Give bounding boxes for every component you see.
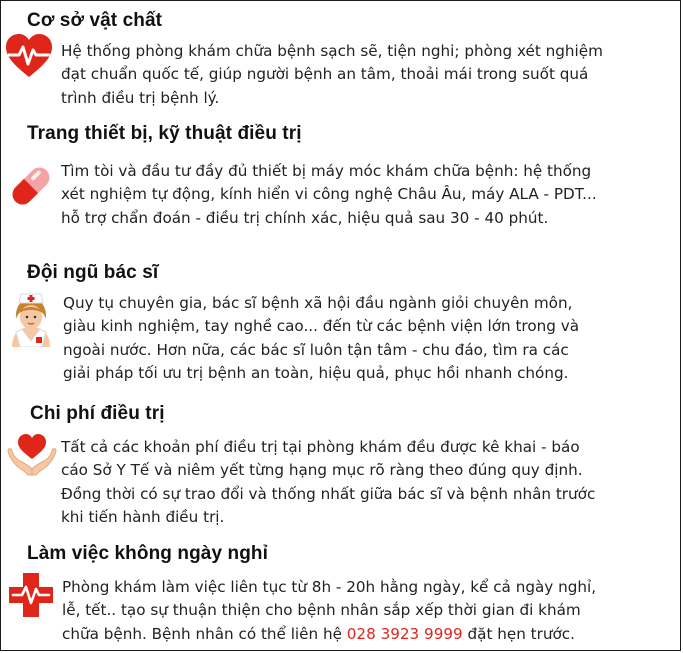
text-line: ngoài nước. Hơn nữa, các bác sĩ luôn tận tâm - chu đáo, tìm ra các (63, 340, 569, 359)
text-line: Tất cả các khoản phí điều trị tại phòng khám đều được kê khai - báo (61, 438, 580, 456)
text-line: Tìm tòi và đầu tư đầy đủ thiết bị máy móc khám chữa bệnh: hệ thống (61, 162, 592, 180)
text-line: khi tiến hành điều trị. (61, 507, 225, 526)
text-line: giàu kinh nghiệm, tay nghề cao... đến từ các bệnh viện lớn trong và (63, 317, 580, 336)
nurse-icon (6, 291, 56, 347)
text-line: Phòng khám làm việc liên tục từ 8h - 20h hằng ngày, kể cả ngày nghỉ, (62, 578, 597, 596)
text-line: Quy tụ chuyên gia, bác sĩ bệnh xã hội đầu ngành giỏi chuyên môn, (63, 294, 573, 312)
text-line: cáo Sở Y Tế và niêm yết từng hạng mục rõ ràng theo đúng quy định. (61, 461, 583, 480)
section-title-working-hours: Làm việc không ngày nghỉ (27, 543, 268, 564)
medical-cross-icon (7, 571, 55, 619)
text-line: đạt chuẩn quốc tế, giúp người bệnh an tâm, thoải mái trong suốt quá (61, 65, 589, 84)
heart-pulse-icon (4, 33, 54, 79)
text-line-with-phone (62, 623, 596, 646)
pill-capsule-icon (8, 163, 54, 209)
phone-number-link[interactable]: 028 3923 9999 (346, 624, 463, 643)
section-title-facilities: Cơ sở vật chất (27, 10, 163, 31)
text-segment: chữa bệnh. Bệnh nhân có thể liên hệ (62, 624, 347, 643)
section-body-equipment (61, 160, 597, 230)
text-line: Đồng thời có sự trao đổi và thống nhất giữa bác sĩ và bệnh nhân trước (61, 484, 596, 503)
section-body-doctors (63, 292, 579, 385)
text-line: trình điều trị bệnh lý. (61, 88, 220, 107)
section-body-facilities (61, 40, 603, 110)
heart-hands-icon (6, 433, 58, 477)
section-body-working-hours (62, 576, 596, 646)
section-title-doctors: Đội ngũ bác sĩ (27, 262, 159, 283)
text-line: hỗ trợ chẩn đoán - điều trị chính xác, hiệu quả sau 30 - 40 phút. (61, 208, 549, 227)
text-line: giải pháp tối ưu trị bệnh an toàn, hiệu quả, phục hồi nhanh chóng. (63, 363, 569, 382)
section-body-costs (61, 436, 595, 529)
text-line: Hệ thống phòng khám chữa bệnh sạch sẽ, tiện nghi; phòng xét nghiệm (61, 42, 603, 60)
text-line: lễ, tết.. tạo sự thuận thiện cho bệnh nhân sắp xếp thời gian đi khám (62, 601, 581, 620)
section-title-costs: Chi phí điều trị (30, 403, 165, 424)
text-line: xét nghiệm tự động, kính hiển vi công nghệ Châu Âu, máy ALA - PDT... (61, 185, 597, 204)
text-segment: đặt hẹn trước. (462, 624, 575, 643)
section-title-equipment: Trang thiết bị, kỹ thuật điều trị (27, 123, 302, 144)
